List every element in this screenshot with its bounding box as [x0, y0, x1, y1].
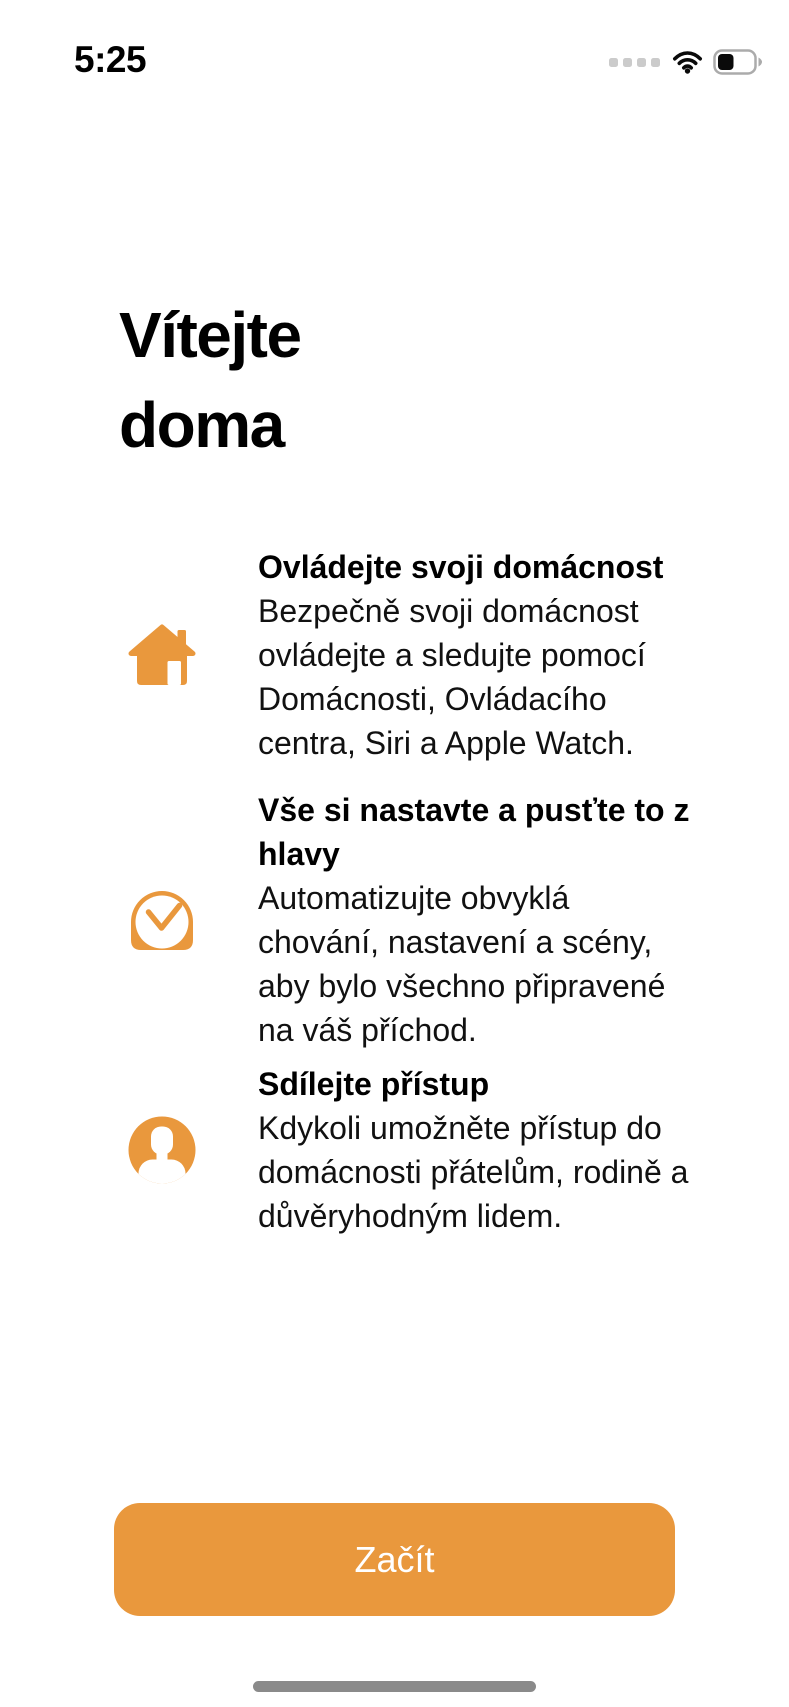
house-icon — [96, 620, 228, 690]
get-started-button[interactable]: Začít — [114, 1503, 675, 1616]
battery-icon — [713, 49, 763, 75]
feature-control-home — [0, 545, 789, 765]
wifi-icon — [672, 50, 703, 74]
home-indicator[interactable] — [253, 1681, 536, 1692]
person-icon — [96, 1115, 228, 1185]
feature-automation — [0, 788, 789, 1052]
cellular-signal-icon — [609, 58, 660, 67]
feature-body: Automatizujte obvyklá chování, nastavení a scény, aby bylo všechno připravené na váš příchod. — [258, 880, 666, 1048]
status-time: 5:25 — [74, 39, 147, 80]
page-title-line1: Vítejte — [119, 299, 301, 371]
page-title-line2: doma — [119, 389, 284, 461]
feature-share-access — [0, 1062, 789, 1238]
feature-heading: Ovládejte svoji domácnost — [258, 549, 664, 585]
feature-body: Kdykoli umožněte přístup do domácnosti přátelům, rodině a důvěryhodným lidem. — [258, 1110, 689, 1234]
page-title — [119, 290, 301, 470]
status-icons — [609, 46, 763, 78]
alarm-clock-icon — [96, 885, 228, 955]
feature-heading: Sdílejte přístup — [258, 1066, 490, 1102]
feature-body: Bezpečně svoji domácnost ovládejte a sledujte pomocí Domácnosti, Ovládacího centra, Siri a Apple Watch. — [258, 593, 646, 761]
feature-heading: Vše si nastavte a pusťte to z hlavy — [258, 792, 690, 872]
